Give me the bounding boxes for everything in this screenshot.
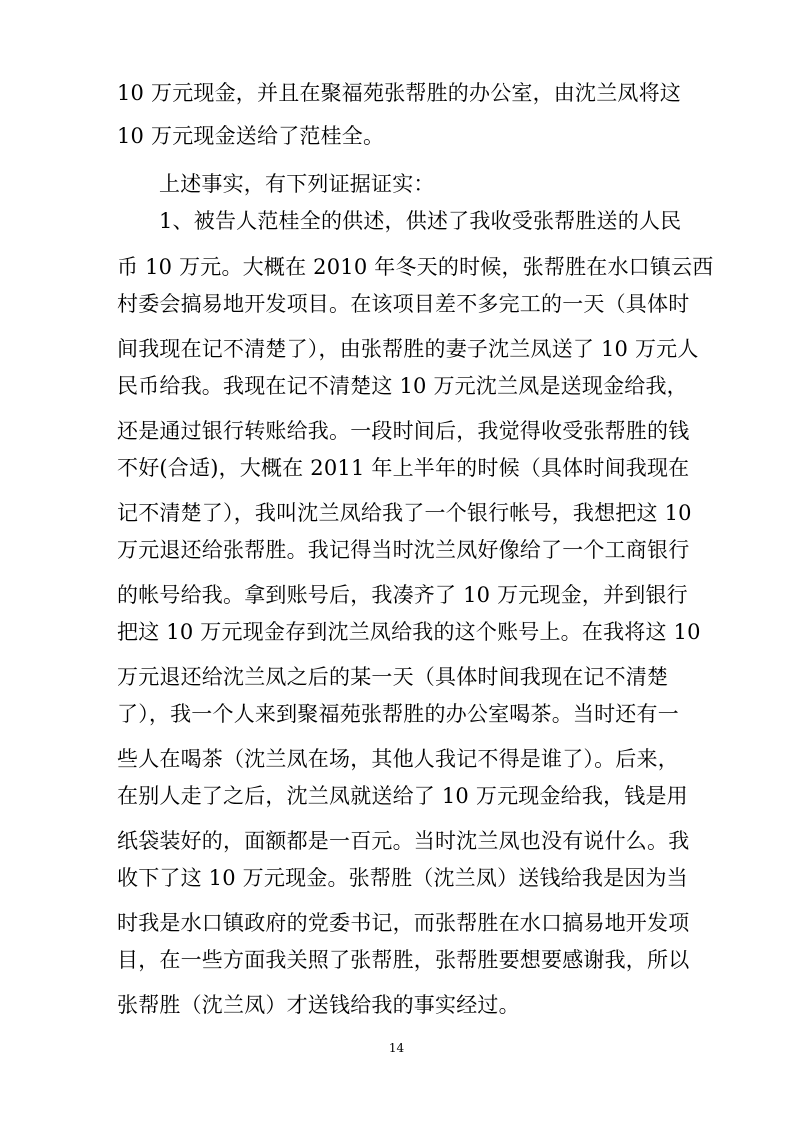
text-line-14: 把这 10 万元现金存到沈兰凤给我的这个账号上。在我将这 10 [117,620,701,644]
text-line-21: 时我是水口镇政府的党委书记，而张帮胜在水口搞易地开发项 [117,911,690,935]
text-line-17: 些人在喝茶（沈兰凤在场，其他人我记不得是谁了）。后来， [117,747,679,771]
text-line-10: 不好(合适)，大概在 2011 年上半年的时候（具体时间我现在 [117,456,690,480]
text-line-2: 10 万元现金送给了范桂全。 [117,124,385,148]
text-line-22: 目，在一些方面我关照了张帮胜，张帮胜要想要感谢我，所以 [117,948,690,972]
text-line-15: 万元退还给沈兰凤之后的某一天（具体时间我现在记不清楚 [117,665,669,689]
text-line-4: 1、被告人范桂全的供述，供述了我收受张帮胜送的人民 [159,209,682,233]
text-line-7: 间我现在记不清楚了），由张帮胜的妻子沈兰凤送了 10 万元人 [117,337,699,361]
text-line-1: 10 万元现金，并且在聚福苑张帮胜的办公室，由沈兰凤将这 [117,81,681,105]
text-line-19: 纸袋装好的，面额都是一百元。当时沈兰凤也没有说什么。我 [117,829,690,853]
text-line-9: 还是通过银行转账给我。一段时间后，我觉得收受张帮胜的钱 [117,419,690,443]
text-line-8: 民币给我。我现在记不清楚这 10 万元沈兰凤是送现金给我， [117,374,688,398]
text-line-6: 村委会搞易地开发项目。在该项目差不多完工的一天（具体时 [117,292,690,316]
text-line-16: 了），我一个人来到聚福苑张帮胜的办公室喝茶。当时还有一 [117,702,679,726]
text-line-11: 记不清楚了），我叫沈兰凤给我了一个银行帐号，我想把这 10 [117,501,692,525]
text-line-5: 币 10 万元。大概在 2010 年冬天的时候，张帮胜在水口镇云西 [117,255,714,279]
text-line-18: 在别人走了之后，沈兰凤就送给了 10 万元现金给我，钱是用 [117,784,688,808]
text-line-20: 收下了这 10 万元现金。张帮胜（沈兰凤）送钱给我是因为当 [117,866,688,890]
page-number: 14 [388,1041,405,1055]
text-line-3: 上述事实，有下列证据证实： [159,172,435,196]
text-line-12: 万元退还给张帮胜。我记得当时沈兰凤好像给了一个工商银行 [117,538,690,562]
text-line-13: 的帐号给我。拿到账号后，我凑齐了 10 万元现金，并到银行 [117,583,688,607]
text-line-23: 张帮胜（沈兰凤）才送钱给我的事实经过。 [117,993,520,1017]
